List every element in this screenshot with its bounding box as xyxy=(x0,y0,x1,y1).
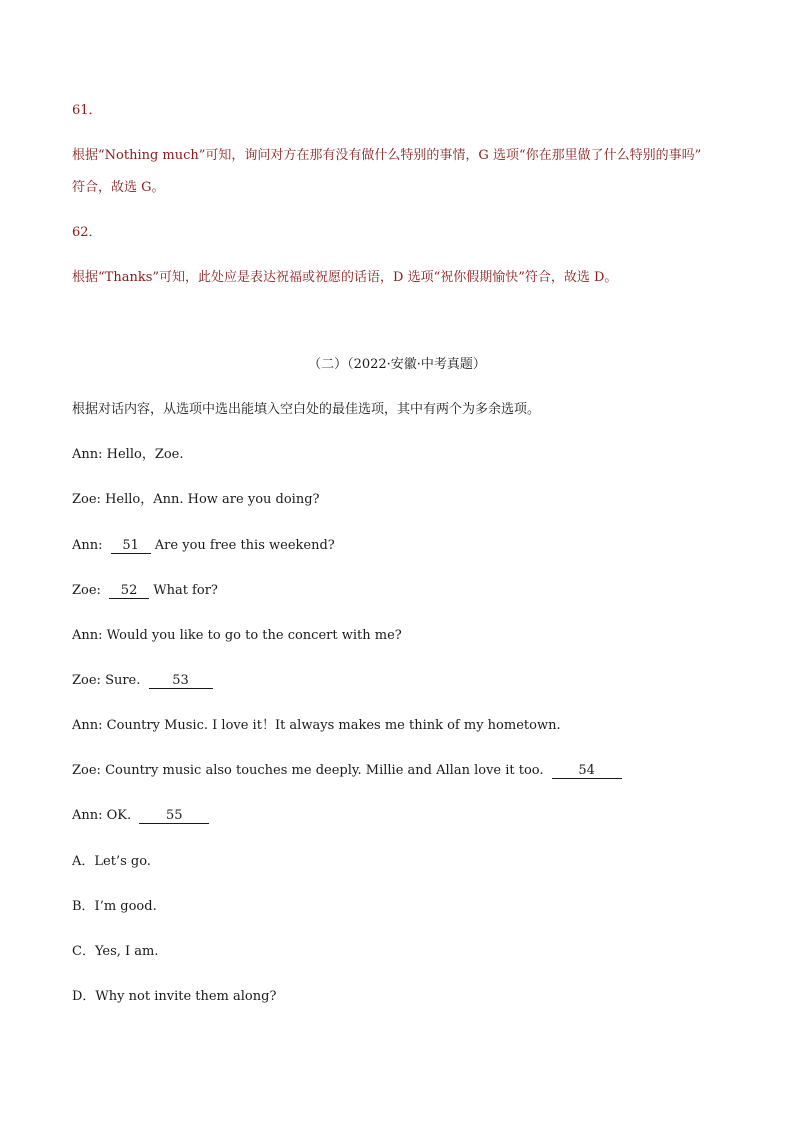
dialogue-line-4 xyxy=(72,582,218,600)
blank-54: 54 xyxy=(552,763,622,779)
option-c: C．Yes, I am. xyxy=(72,944,159,959)
blank-55: 55 xyxy=(139,808,209,824)
dialogue-line-9 xyxy=(72,807,209,825)
option-b: B．I’m good. xyxy=(72,899,157,914)
dialogue-text: What for? xyxy=(153,583,218,598)
dialogue-text: Zoe: Country music also touches me deeply. Millie and Allan love it too. xyxy=(72,763,544,778)
answer-61-number: 61． xyxy=(72,103,102,118)
dialogue-text: Zoe: Sure. xyxy=(72,673,141,688)
answer-62-number: 62． xyxy=(72,225,102,240)
answer-61-explanation-cont: 符合，故选 G。 xyxy=(72,180,165,195)
option-d: D．Why not invite them along? xyxy=(72,989,277,1004)
blank-53: 53 xyxy=(149,673,213,689)
dialogue-line-2: Zoe: Hello，Ann. How are you doing? xyxy=(72,492,320,507)
dialogue-line-1: Ann: Hello，Zoe. xyxy=(72,447,184,462)
dialogue-line-6 xyxy=(72,672,213,690)
dialogue-line-8 xyxy=(72,762,622,780)
section-title: （二）（2022·安徽·中考真题） xyxy=(308,357,486,372)
section-instruction: 根据对话内容，从选项中选出能填入空白处的最佳选项，其中有两个为多余选项。 xyxy=(72,402,541,417)
option-a: A．Let’s go. xyxy=(72,854,151,869)
answer-61-explanation: 根据“Nothing much”可知，询问对方在那有没有做什么特别的事情，G 选项“你在那里做了什么特别的事吗” xyxy=(72,148,702,163)
dialogue-line-3 xyxy=(72,537,335,555)
blank-51: 51 xyxy=(111,538,151,554)
speaker-label: Zoe: xyxy=(72,583,101,598)
dialogue-line-7: Ann: Country Music. I love it！It always makes me think of my hometown. xyxy=(72,718,561,733)
speaker-label: Ann: xyxy=(72,538,103,553)
dialogue-text: Ann: OK. xyxy=(72,808,132,823)
dialogue-line-5: Ann: Would you like to go to the concert with me? xyxy=(72,628,402,643)
blank-52: 52 xyxy=(109,583,149,599)
answer-62-explanation: 根据“Thanks”可知，此处应是表达祝福或祝愿的话语，D 选项“祝你假期愉快”符合，故选 D。 xyxy=(72,270,618,285)
dialogue-text: Are you free this weekend? xyxy=(154,538,335,553)
